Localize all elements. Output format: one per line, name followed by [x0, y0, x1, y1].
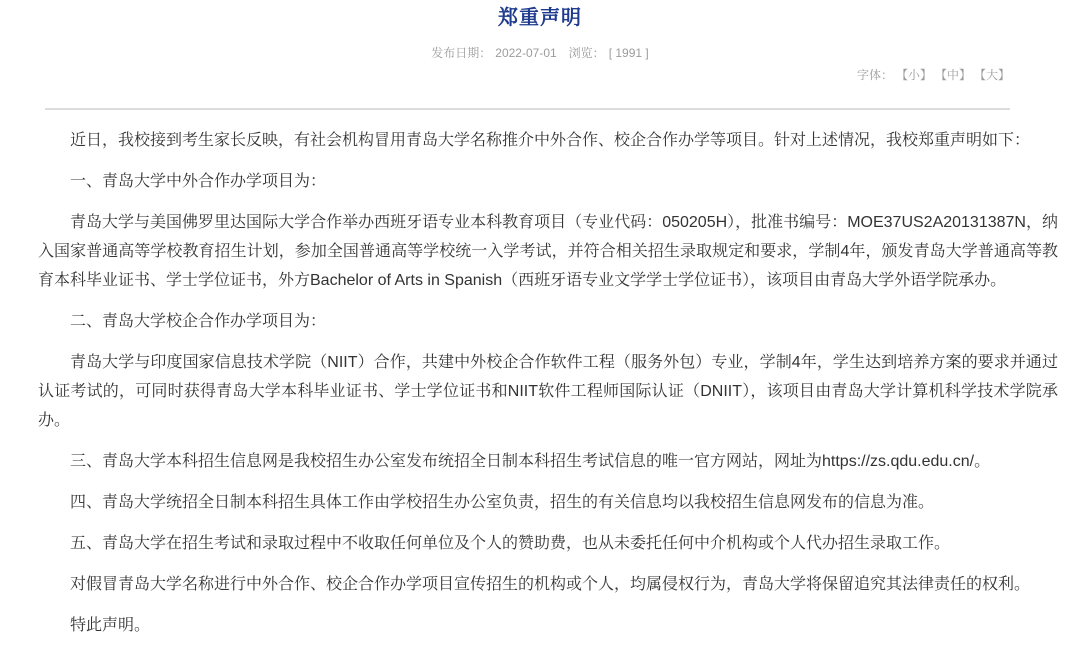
statement-paragraph-warning: 对假冒青岛大学名称进行中外合作、校企合作办学项目宣传招生的机构或个人，均属侵权行为，青岛大学将保留追究其法律责任的权利。	[70, 576, 1031, 593]
statement-paragraph-item1-head: 一、青岛大学中外合作办学项目为：	[70, 173, 327, 190]
meta-line	[0, 44, 1080, 61]
statement-paragraph-item2-head: 二、青岛大学校企合作办学项目为：	[70, 313, 327, 330]
page-header	[0, 0, 1080, 83]
page-title: 郑重声明	[498, 7, 582, 29]
statement-paragraph-item1-body: 青岛大学与美国佛罗里达国际大学合作举办西班牙语专业本科教育项目（专业代码：050205H），批准书编号：MOE37US2A20131387N，纳入国家普通高等学校教育招生计划，参加全国普通高等学校统一入学考试，并符合相关招生录取规定和要求，学制4年，颁发青岛大学普通高等教育本科毕业证书、学士学位证书，外方Bachelor of Arts in Spanish（西班牙语专业文学学士学位证书），该项目由青岛大学外语学院承办。	[38, 214, 1058, 289]
statement-paragraph-item2-body: 青岛大学与印度国家信息技术学院（NIIT）合作，共建中外校企合作软件工程（服务外包）专业，学制4年，学生达到培养方案的要求并通过认证考试的，可同时获得青岛大学本科毕业证书、学士学位证书和NIIT软件工程师国际认证（DNIIT），该项目由青岛大学计算机科学技术学院承办。	[38, 354, 1058, 429]
statement-paragraph-item5: 五、青岛大学在招生考试和录取过程中不收取任何单位及个人的赞助费，也从未委托任何中介机构或个人代办招生录取工作。	[70, 535, 951, 552]
font-size-label: 字体：	[856, 68, 893, 82]
views-label: 浏览：	[568, 46, 605, 60]
statement-paragraph-item3: 三、青岛大学本科招生信息网是我校招生办公室发布统招全日制本科招生考试信息的唯一官方网站，网址为https://zs.qdu.edu.cn/。	[70, 453, 991, 470]
publish-date-label: 发布日期：	[431, 46, 492, 60]
font-size-large-button[interactable]: 【大】	[979, 68, 1010, 82]
statement-paragraph-closing: 特此声明。	[70, 617, 151, 634]
publish-date-value: 2022-07-01	[495, 46, 557, 60]
statement-body	[0, 110, 1080, 640]
font-size-controls	[0, 66, 1080, 83]
font-size-medium-button[interactable]: 【中】	[940, 68, 971, 82]
views-value: [ 1991 ]	[608, 46, 649, 60]
font-size-small-button[interactable]: 【小】	[901, 68, 932, 82]
statement-paragraph-item4: 四、青岛大学统招全日制本科招生具体工作由学校招生办公室负责，招生的有关信息均以我校招生信息网发布的信息为准。	[70, 494, 935, 511]
statement-paragraph-intro: 近日，我校接到考生家长反映，有社会机构冒用青岛大学名称推介中外合作、校企合作办学等项目。针对上述情况，我校郑重声明如下：	[70, 132, 1031, 149]
